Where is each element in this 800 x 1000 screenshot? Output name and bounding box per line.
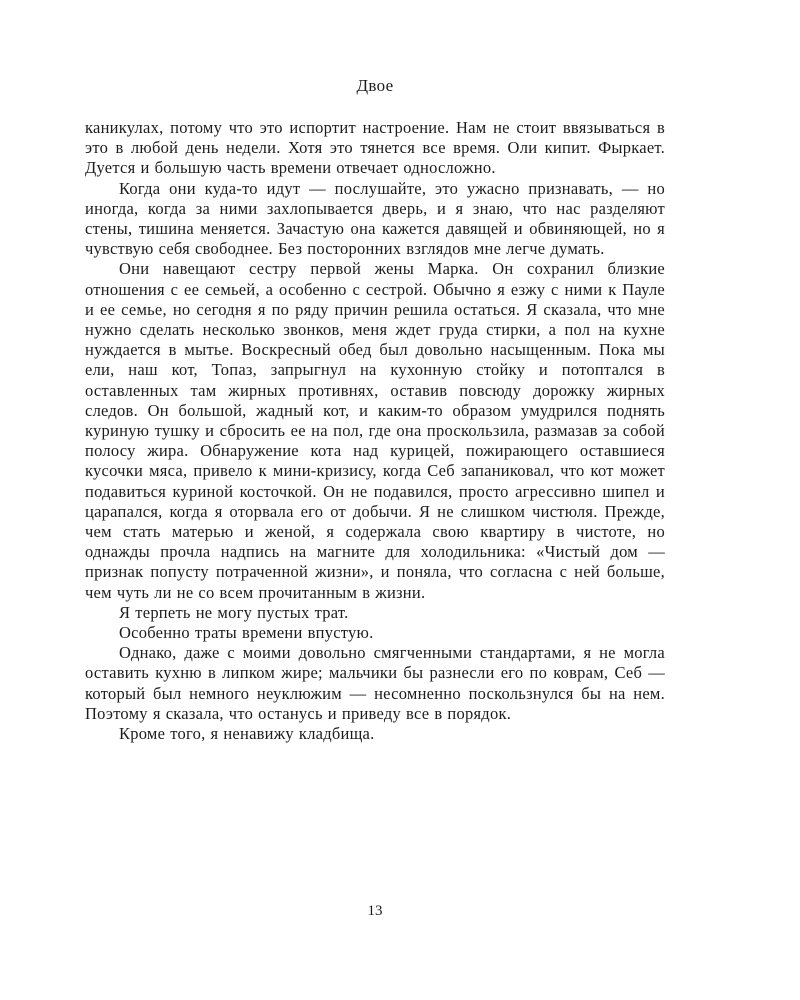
page-number: 13 [367, 903, 383, 919]
paragraph: Кроме того, я ненавижу кладбища. [119, 724, 375, 744]
text-block [85, 118, 665, 744]
paragraph: каникулах, потому что это испортит настроение. Нам не стоит ввязываться в это в любой день недели. Хотя это тянется все время. Оли кипит. Фыркает. Дуется и большую часть времени отвечает односложно. [85, 118, 665, 178]
paragraph: Когда они куда-то идут — послушайте, это ужасно признавать, — но иногда, когда за ними захлопывается дверь, и я знаю, что нас разделяют стены, тишина меняется. Зачастую она кажется давящей и обвиняющей, но я чувствую себя свободнее. Без посторонних взглядов мне легче думать. [85, 178, 665, 259]
paragraph: Они навещают сестру первой жены Марка. Он сохранил близкие отношения с ее семьей, а особенно с сестрой. Обычно я езжу с ними к Пауле и ее семье, но сегодня я по ряду причин решила остаться. Я сказала, что мне нужно сделать несколько звонков, меня ждет груда стирки, а пол на кухне нуждается в мытье. Воскресный обед был довольно насыщенным. Пока мы ели, наш кот, Топаз, запрыгнул на кухонную стойку и потоптался в оставленных там жирных противнях, оставив повсюду дорожку жирных следов. Он большой, жадный кот, и каким-то образом умудрился поднять куриную тушку и сбросить ее на пол, где она проскользила, размазав за собой полосу жира. Обнаружение кота над курицей, пожирающего оставшиеся кусочки мяса, привело к мини-кризису, когда Себ запаниковал, что кот может подавиться куриной косточкой. Он не подавился, просто агрессивно шипел и царапался, когда я оторвала его от добычи. Я не слишком чистюля. Прежде, чем стать матерью и женой, я содержала свою квартиру в чистоте, но однажды прочла надпись на магните для холодильника: «Чистый дом — признак попусту потраченной жизни», и поняла, что согласна с ней больше, чем чуть ли не со всем прочитанным в жизни. [85, 259, 665, 602]
paragraph: Однако, даже с моими довольно смягченными стандартами, я не могла оставить кухню в липком жире; мальчики бы разнесли его по коврам, Себ — который был немного неуклюжим — несомненно поскользнулся бы на нем. Поэтому я сказала, что останусь и приведу все в порядок. [85, 643, 665, 723]
paragraph: Я терпеть не могу пустых трат. [119, 602, 349, 622]
running-header: Двое [356, 76, 394, 95]
paragraph: Особенно траты времени впустую. [119, 623, 374, 643]
